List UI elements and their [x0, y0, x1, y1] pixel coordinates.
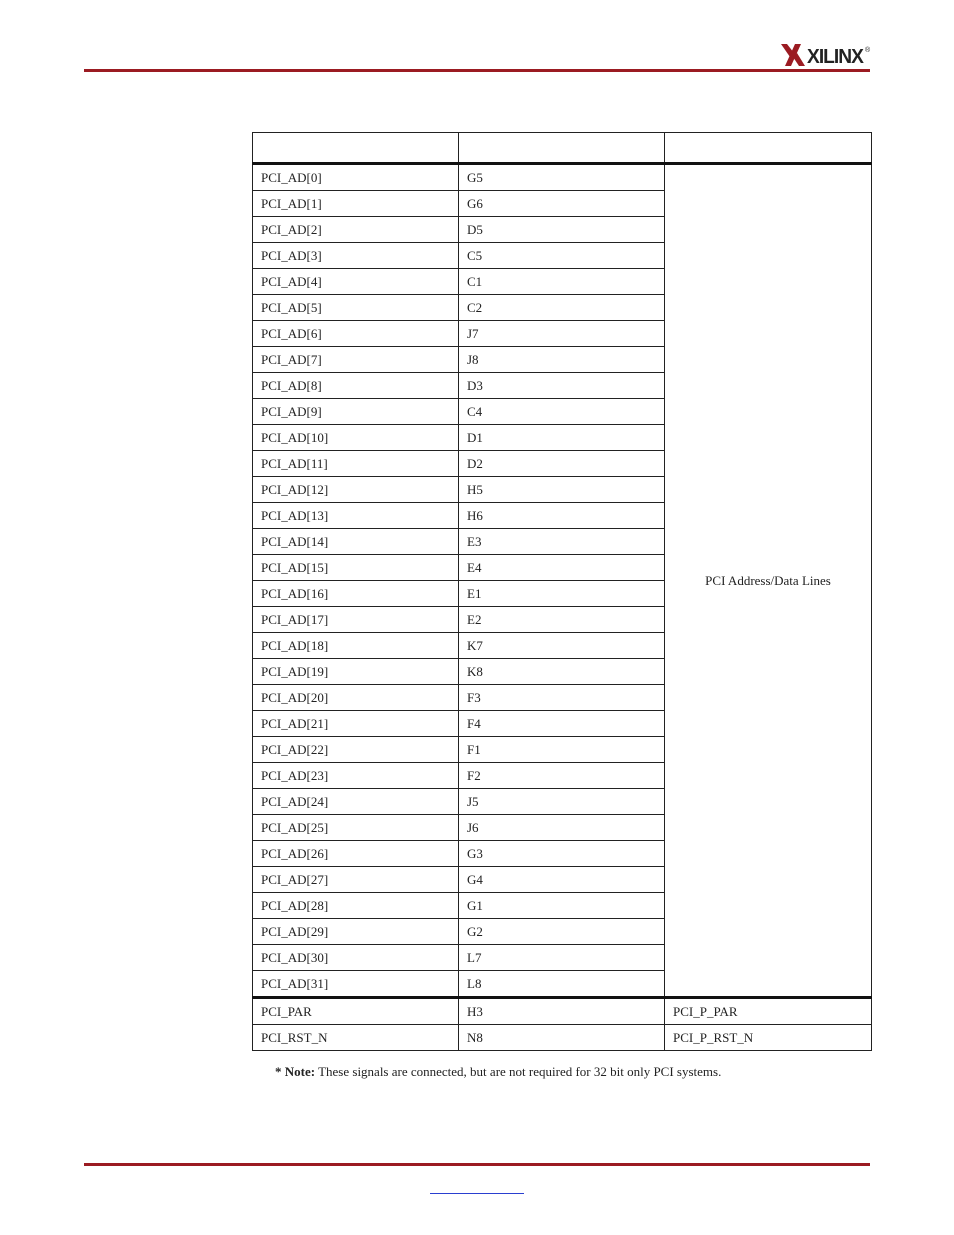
xilinx-logo-text: XILINX — [807, 46, 865, 68]
signal-name-cell: PCI_AD[11] — [253, 451, 459, 477]
signal-name-cell: PCI_AD[9] — [253, 399, 459, 425]
pin-cell: F3 — [459, 685, 665, 711]
pin-assignment-table — [252, 132, 872, 1051]
pin-cell: E3 — [459, 529, 665, 555]
signal-name-cell: PCI_AD[13] — [253, 503, 459, 529]
pin-cell: C1 — [459, 269, 665, 295]
signal-name-cell: PCI_AD[25] — [253, 815, 459, 841]
pin-cell: L8 — [459, 971, 665, 998]
pin-cell: C5 — [459, 243, 665, 269]
signal-name-cell: PCI_AD[20] — [253, 685, 459, 711]
signal-name-cell: PCI_AD[14] — [253, 529, 459, 555]
signal-name-cell: PCI_AD[0] — [253, 164, 459, 191]
pin-cell: J5 — [459, 789, 665, 815]
pin-cell: E1 — [459, 581, 665, 607]
table-header-row — [253, 133, 872, 164]
pin-cell: G3 — [459, 841, 665, 867]
signal-name-cell: PCI_AD[30] — [253, 945, 459, 971]
pin-cell: F2 — [459, 763, 665, 789]
description-cell: PCI_P_PAR — [665, 998, 872, 1025]
pin-cell: H5 — [459, 477, 665, 503]
signal-name-cell: PCI_AD[17] — [253, 607, 459, 633]
pin-cell: D3 — [459, 373, 665, 399]
pin-cell: K7 — [459, 633, 665, 659]
signal-name-cell: PCI_AD[1] — [253, 191, 459, 217]
pin-cell: D5 — [459, 217, 665, 243]
pin-cell: J7 — [459, 321, 665, 347]
table-row — [253, 164, 872, 191]
signal-name-cell: PCI_AD[21] — [253, 711, 459, 737]
signal-name-cell: PCI_AD[2] — [253, 217, 459, 243]
signal-name-cell: PCI_AD[6] — [253, 321, 459, 347]
column-header — [665, 133, 872, 164]
pin-cell: D2 — [459, 451, 665, 477]
pin-cell: F1 — [459, 737, 665, 763]
pin-cell: C2 — [459, 295, 665, 321]
signal-name-cell: PCI_AD[27] — [253, 867, 459, 893]
footer-rule — [84, 1163, 870, 1166]
signal-name-cell: PCI_AD[8] — [253, 373, 459, 399]
pin-cell: G6 — [459, 191, 665, 217]
header-rule — [84, 69, 870, 72]
pin-cell: C4 — [459, 399, 665, 425]
table-row — [253, 1025, 872, 1051]
signal-name-cell: PCI_AD[22] — [253, 737, 459, 763]
pin-cell: J8 — [459, 347, 665, 373]
pin-cell: J6 — [459, 815, 665, 841]
pin-cell: H6 — [459, 503, 665, 529]
signal-name-cell: PCI_AD[10] — [253, 425, 459, 451]
note-label: * Note: — [275, 1064, 316, 1079]
description-cell: PCI Address/Data Lines — [665, 164, 872, 998]
table-body — [253, 164, 872, 1051]
signal-name-cell: PCI_AD[29] — [253, 919, 459, 945]
signal-name-cell: PCI_AD[12] — [253, 477, 459, 503]
column-header — [459, 133, 665, 164]
signal-name-cell: PCI_AD[16] — [253, 581, 459, 607]
table-note — [275, 1064, 721, 1080]
signal-name-cell: PCI_AD[31] — [253, 971, 459, 998]
pin-cell: G2 — [459, 919, 665, 945]
pin-cell: F4 — [459, 711, 665, 737]
signal-name-cell: PCI_AD[24] — [253, 789, 459, 815]
signal-name-cell: PCI_RST_N — [253, 1025, 459, 1051]
xilinx-logo — [781, 42, 871, 68]
pin-cell: D1 — [459, 425, 665, 451]
pin-cell: H3 — [459, 998, 665, 1025]
signal-name-cell: PCI_AD[5] — [253, 295, 459, 321]
footer-link[interactable] — [430, 1180, 524, 1194]
signal-name-cell: PCI_PAR — [253, 998, 459, 1025]
pin-cell: K8 — [459, 659, 665, 685]
column-header — [253, 133, 459, 164]
pin-cell: N8 — [459, 1025, 665, 1051]
pin-cell: E4 — [459, 555, 665, 581]
signal-name-cell: PCI_AD[26] — [253, 841, 459, 867]
signal-name-cell: PCI_AD[15] — [253, 555, 459, 581]
pin-cell: E2 — [459, 607, 665, 633]
note-text: These signals are connected, but are not required for 32 bit only PCI systems. — [315, 1064, 722, 1079]
pin-cell: L7 — [459, 945, 665, 971]
description-cell: PCI_P_RST_N — [665, 1025, 872, 1051]
signal-name-cell: PCI_AD[4] — [253, 269, 459, 295]
pin-cell: G1 — [459, 893, 665, 919]
signal-name-cell: PCI_AD[7] — [253, 347, 459, 373]
signal-name-cell: PCI_AD[18] — [253, 633, 459, 659]
pin-cell: G5 — [459, 164, 665, 191]
signal-name-cell: PCI_AD[19] — [253, 659, 459, 685]
registered-mark: ® — [865, 47, 871, 54]
signal-name-cell: PCI_AD[23] — [253, 763, 459, 789]
table-row — [253, 998, 872, 1025]
signal-name-cell: PCI_AD[3] — [253, 243, 459, 269]
pin-cell: G4 — [459, 867, 665, 893]
xilinx-logo-mark — [781, 44, 805, 66]
signal-name-cell: PCI_AD[28] — [253, 893, 459, 919]
